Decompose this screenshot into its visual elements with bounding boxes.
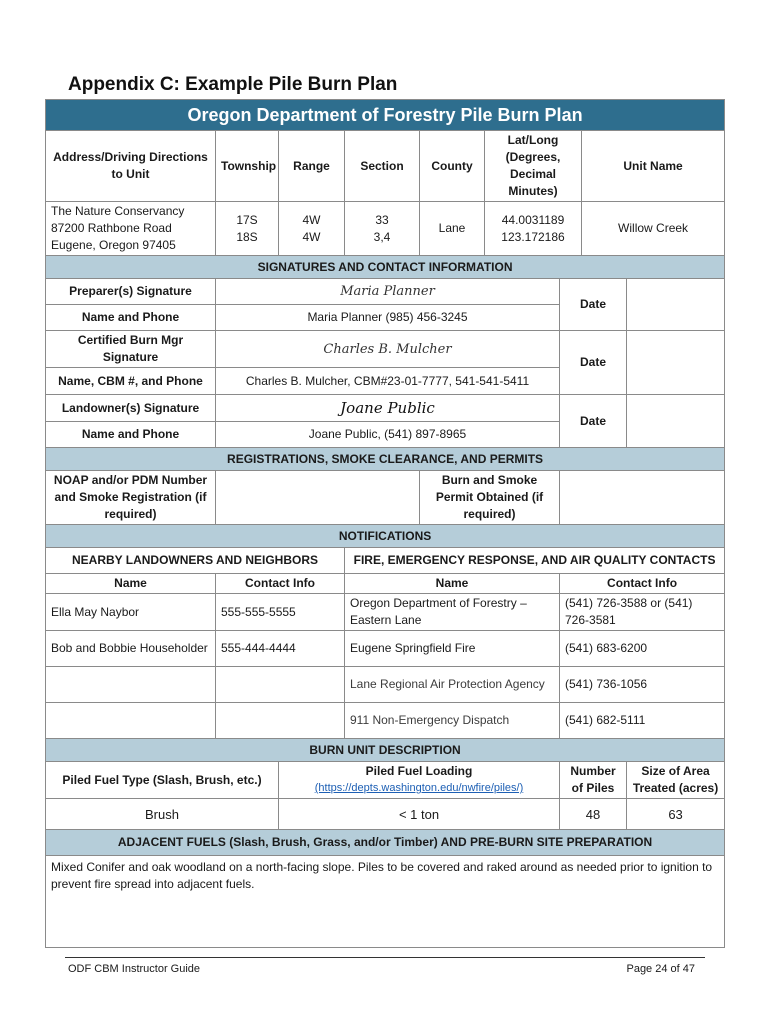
appendix-heading: Appendix C: Example Pile Burn Plan (68, 74, 398, 95)
latlong-header: Lat/Long (Degrees, Decimal Minutes) (485, 131, 582, 202)
address-line: The Nature Conservancy (51, 204, 185, 218)
neighbor-contact-header: Contact Info (216, 574, 345, 594)
area-label: Size of Area Treated (acres) (627, 762, 725, 799)
permit-field[interactable] (560, 471, 725, 525)
landowner-signature-field[interactable]: Joane Public (216, 395, 560, 422)
burn-unit-section-title: BURN UNIT DESCRIPTION (46, 739, 725, 762)
neighbor-name: Bob and Bobbie Householder (46, 631, 216, 667)
neighbor-name-empty[interactable] (46, 703, 216, 739)
landowner-date-field[interactable] (627, 395, 725, 448)
agency-name: 911 Non-Emergency Dispatch (345, 703, 560, 739)
footer-page-number: Page 24 of 47 (626, 963, 695, 975)
latlong-cell (485, 202, 582, 256)
num-piles-value[interactable]: 48 (560, 799, 627, 830)
neighbor-contact: 555-555-5555 (216, 594, 345, 631)
section-value: 3,4 (373, 229, 391, 244)
area-value[interactable]: 63 (627, 799, 725, 830)
registrations-section-title: REGISTRATIONS, SMOKE CLEARANCE, AND PERMITS (46, 448, 725, 471)
cbm-signature-field[interactable]: Charles B. Mulcher (216, 331, 560, 368)
county-header: County (420, 131, 485, 202)
preparer-date-label: Date (560, 279, 627, 331)
neighbors-title: NEARBY LANDOWNERS AND NEIGHBORS (46, 548, 345, 574)
range-cell (279, 202, 345, 256)
address-line: Eugene, Oregon 97405 (51, 238, 176, 252)
unit-name-header: Unit Name (582, 131, 725, 202)
landowner-name-field[interactable]: Joane Public, (541) 897-8965 (216, 422, 560, 448)
noap-field[interactable] (216, 471, 420, 525)
agency-name: Eugene Springfield Fire (345, 631, 560, 667)
agency-contact: (541) 726-3588 or (541) 726-3581 (560, 594, 725, 631)
neighbor-name-empty[interactable] (46, 667, 216, 703)
preparer-signature-label: Preparer(s) Signature (46, 279, 216, 305)
long-value: 123.172186 (501, 229, 565, 244)
cbm-name-field[interactable]: Charles B. Mulcher, CBM#23-01-7777, 541-541-5411 (216, 368, 560, 395)
cbm-date-label: Date (560, 331, 627, 395)
agency-contact: (541) 682-5111 (560, 703, 725, 739)
range-value: 4W (302, 212, 321, 227)
range-value: 4W (302, 229, 321, 244)
address-header: Address/Driving Directions to Unit (46, 131, 216, 202)
adjacent-description[interactable]: Mixed Conifer and oak woodland on a north-facing slope. Piles to be covered and raked around as needed prior to ignition to prevent fire spread into adjacent fuels. (46, 856, 725, 948)
section-header: Section (345, 131, 420, 202)
landowner-signature-label: Landowner(s) Signature (46, 395, 216, 422)
num-piles-label: Number of Piles (560, 762, 627, 799)
agency-contact: (541) 683-6200 (560, 631, 725, 667)
preparer-signature-field[interactable]: Maria Planner (216, 279, 560, 305)
preparer-name-label: Name and Phone (46, 305, 216, 331)
range-header: Range (279, 131, 345, 202)
fuel-loading-link[interactable]: (https://depts.washington.edu/nwfire/piles/) (314, 782, 524, 794)
signatures-section-title: SIGNATURES AND CONTACT INFORMATION (46, 256, 725, 279)
township-header: Township (216, 131, 279, 202)
agency-contact-header: Contact Info (560, 574, 725, 594)
lat-value: 44.0031189 (501, 212, 565, 227)
pile-burn-plan-table (45, 99, 725, 948)
page-footer (65, 957, 705, 975)
form-title: Oregon Department of Forestry Pile Burn Plan (46, 100, 725, 131)
township-value: 18S (236, 229, 258, 244)
agency-name-header: Name (345, 574, 560, 594)
neighbor-contact-empty[interactable] (216, 703, 345, 739)
neighbor-contact-empty[interactable] (216, 667, 345, 703)
landowner-date-label: Date (560, 395, 627, 448)
preparer-date-field[interactable] (627, 279, 725, 331)
address-line: 87200 Rathbone Road (51, 221, 172, 235)
agency-name: Lane Regional Air Protection Agency (345, 667, 560, 703)
township-cell (216, 202, 279, 256)
agency-name: Oregon Department of Forestry – Eastern Lane (345, 594, 560, 631)
fuel-type-label: Piled Fuel Type (Slash, Brush, etc.) (46, 762, 279, 799)
neighbor-name-header: Name (46, 574, 216, 594)
fuel-type-value[interactable]: Brush (46, 799, 279, 830)
permit-label: Burn and Smoke Permit Obtained (if required) (420, 471, 560, 525)
neighbor-name: Ella May Naybor (46, 594, 216, 631)
adjacent-section-title: ADJACENT FUELS (Slash, Brush, Grass, and/or Timber) AND PRE-BURN SITE PREPARATION (46, 830, 725, 856)
noap-label: NOAP and/or PDM Number and Smoke Registration (if required) (46, 471, 216, 525)
cbm-date-field[interactable] (627, 331, 725, 395)
township-value: 17S (236, 212, 258, 227)
fuel-loading-header (279, 762, 560, 799)
neighbor-contact: 555-444-4444 (216, 631, 345, 667)
agencies-title: FIRE, EMERGENCY RESPONSE, AND AIR QUALITY CONTACTS (345, 548, 725, 574)
notifications-section-title: NOTIFICATIONS (46, 525, 725, 548)
agency-contact: (541) 736-1056 (560, 667, 725, 703)
preparer-name-field[interactable]: Maria Planner (985) 456-3245 (216, 305, 560, 331)
section-cell (345, 202, 420, 256)
address-cell (46, 202, 216, 256)
section-value: 33 (375, 212, 389, 227)
cbm-name-label: Name, CBM #, and Phone (46, 368, 216, 395)
unit-name-value: Willow Creek (582, 202, 725, 256)
county-value: Lane (420, 202, 485, 256)
fuel-loading-label: Piled Fuel Loading (365, 764, 473, 778)
cbm-signature-label: Certified Burn Mgr Signature (46, 331, 216, 368)
footer-guide-title: ODF CBM Instructor Guide (68, 963, 201, 975)
landowner-name-label: Name and Phone (46, 422, 216, 448)
fuel-loading-value[interactable]: < 1 ton (279, 799, 560, 830)
